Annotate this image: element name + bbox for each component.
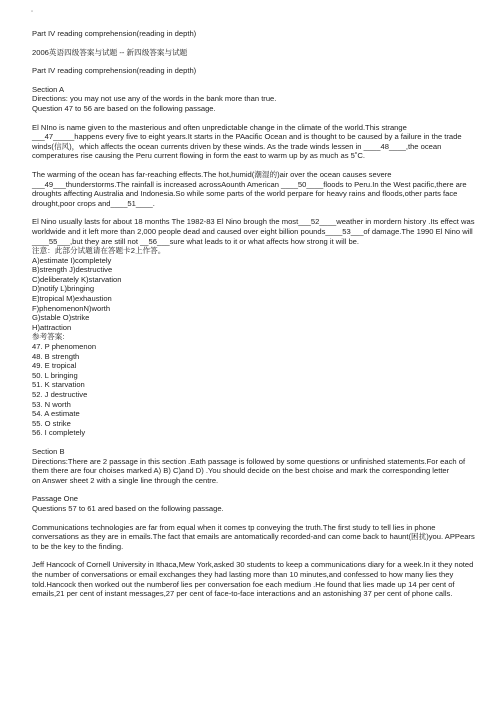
answer-heading: 参考答案:: [32, 332, 65, 342]
word-bank-item: E)tropical M)exhaustion: [32, 294, 112, 304]
passage-paragraph: The warming of the ocean has far-reaching effects.The hot,humid(潮湿的)air over the ocean causes severe ___49___thunderstorms.The rainfall is increased acrossAounth American ____50____floods to Peru.In the West pacific,there are droughts affecting Australia and Indonesia.So while some parts of the world perpare for heavy rains and floods,other parts face drought,poor crops and____51____.: [32, 169, 467, 208]
answer-sheet-instruction: 注意：此部分试题请在答题卡2上作答。: [32, 246, 166, 256]
passage-paragraph: Communications technologies are far from equal when it comes tp conveying the truth.The first study to tell lies in phone conversations as they are in emails.The fact that emails are antomatically recorded-and can come back to haunt(困扰)you. APPears to be the key to the finding.: [32, 522, 475, 551]
corner-mark-icon: ▫: [31, 9, 34, 15]
answer-item: 49. E tropical: [32, 361, 77, 371]
word-bank-item: A)estimate I)completely: [32, 255, 112, 265]
word-bank-item: H)attraction: [32, 322, 72, 332]
answer-item: 48. B strength: [32, 351, 80, 361]
page-title: Part IV reading comprehension(reading in depth): [32, 29, 197, 38]
answer-item: 54. A estimate: [32, 409, 80, 419]
word-bank-item: D)notify L)bringing: [32, 284, 95, 294]
section-a-directions: Directions: you may not use any of the words in the bank more than true.: [32, 94, 277, 104]
passage-paragraph: El NIno is name given to the masterious and often unpredictable change in the climate of the world.This strange ___47_____happens every five to eight years.It starts in the PAacific Ocean and is thought to be caused by a failure in the trade winds(信风)，which affects the ocean currents driven by these winds. As the trade winds lessen in ____48____,the ocean comperatures rise causing the Peru current flowing in form the east to warm up by as much as 5˚C.: [32, 122, 462, 161]
word-bank-item: B)strength J)destructive: [32, 265, 113, 275]
word-bank-item: G)stable O)strike: [32, 313, 90, 323]
passage-questions-line: Questions 57 to 61 ared based on the following passage.: [32, 503, 224, 513]
document-page: [32, 8, 478, 599]
answer-item: 52. J destructive: [32, 390, 88, 399]
part-heading: Part IV reading comprehension(reading in depth): [32, 66, 197, 76]
answer-item: 51. K starvation: [32, 380, 85, 390]
section-a: [32, 85, 478, 438]
word-bank-item: F)phenomenonN)worth: [32, 303, 111, 313]
answer-item: 53. N worth: [32, 399, 71, 409]
section-b: [32, 447, 478, 599]
answer-item: 50. L bringing: [32, 370, 78, 380]
answer-item: 56. I completely: [32, 428, 86, 438]
passage-paragraph: Jeff Hancock of Cornell University in Ithaca,Mew York,asked 30 students to keep a communications diary for a week.In it they noted the number of conversations or email exchanges they had lasting more than 10 minutes,and confessed to how many lies they told.Hancock then worked out the numberof lies per conversation foe each medium .He found that lies made up 14 per cent of emails,21 per cent of instant messages,27 per cent of face-to-face interactions and an astonishing 37 per cent of phone calls.: [32, 560, 474, 599]
section-b-directions-continued: on Answer sheet 2 with a single line through the centre.: [32, 475, 219, 485]
passage-heading: Passage One: [32, 494, 79, 504]
word-bank-item: C)deliberately K)starvation: [32, 274, 122, 284]
answer-list: [32, 342, 478, 438]
page-subtitle: 2006英语四级答案与试题 -- 新四级答案与试题: [32, 47, 188, 57]
section-a-heading: Section A: [32, 84, 65, 94]
section-b-directions: Directions:There are 2 passage in this section .Eath passage is followed by some questions or unfinished statements.For each of them there are four choises marked A) B) C)and D) .You should decide on the best choise and mark the corresponding letter: [32, 456, 466, 476]
section-b-heading: Section B: [32, 446, 65, 456]
passage-paragraph: El Nino usually lasts for about 18 months The 1982-83 El Nino brough the most___52____weather in mordern history .Its effect was worldwide and it left more than 2,000 people dead and caused over eight billion pounds____53___of damage.The 1990 El Nino will ____55___,but they are still not __56___sure what leads to it or what affects how strong it will be.: [32, 217, 475, 246]
section-a-questions-line: Question 47 to 56 are based on the following passage.: [32, 103, 216, 113]
word-bank: [32, 256, 478, 333]
answer-item: 47. P phenomenon: [32, 342, 97, 352]
answer-item: 55. O strike: [32, 418, 71, 428]
